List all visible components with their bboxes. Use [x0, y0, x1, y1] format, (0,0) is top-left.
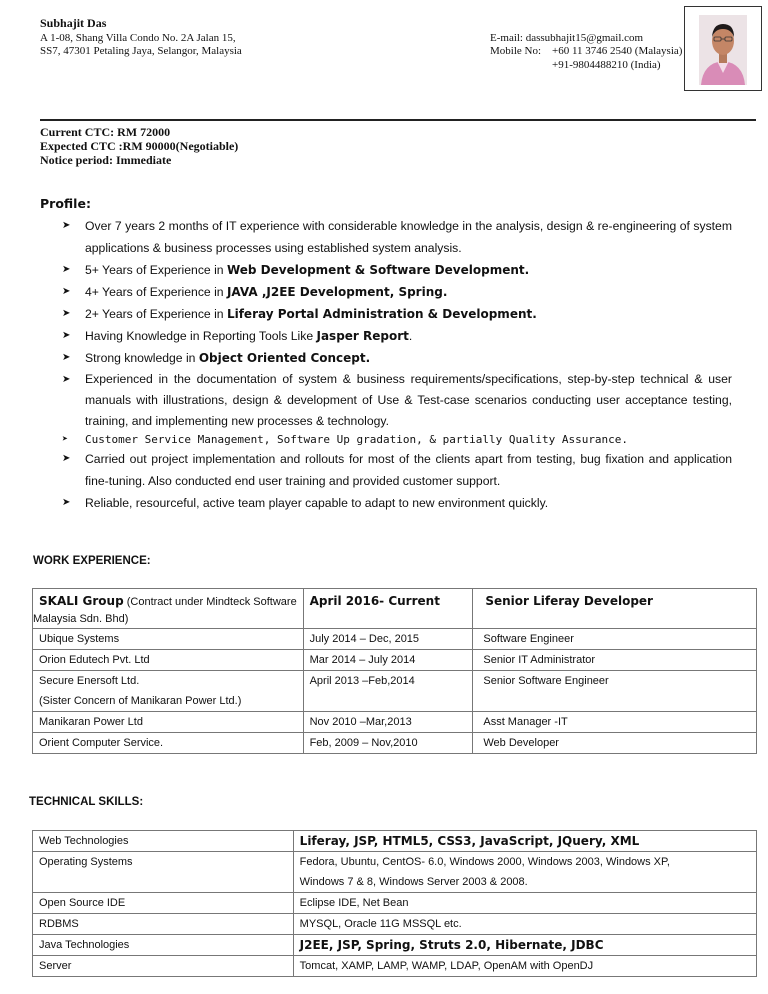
period: Feb, 2009 – Nov,2010	[303, 733, 473, 754]
skill-value: Tomcat, XAMP, LAMP, WAMP, LDAP, OpenAM with OpenDJ	[293, 956, 756, 977]
skill-label: RDBMS	[33, 914, 294, 935]
expected-ctc: Expected CTC :RM 90000(Negotiable)	[40, 139, 239, 153]
profile-text: Strong knowledge in	[85, 351, 199, 365]
list-item	[62, 432, 732, 448]
table-row	[33, 712, 757, 733]
skill-label: Operating Systems	[33, 852, 294, 893]
notice-period: Notice period: Immediate	[40, 153, 172, 167]
profile-list	[62, 215, 732, 514]
company-note: (Sister Concern of Manikaran Power Ltd.)	[39, 695, 242, 707]
arrow-bullet-icon: ➤	[62, 453, 71, 464]
table-row	[33, 650, 757, 671]
work-table	[32, 588, 757, 754]
current-ctc: Current CTC: RM 72000	[40, 125, 171, 139]
company-note: (Contract under Mindteck Software	[123, 596, 297, 608]
table-row	[33, 629, 757, 650]
company-name: Ubique Systems	[33, 629, 304, 650]
arrow-bullet-icon: ➤	[62, 264, 71, 275]
list-item	[62, 303, 732, 325]
profile-text: Reliable, resourceful, active team player capable to adapt to new environment quickly.	[85, 496, 549, 510]
company-name: Orion Edutech Pvt. Ltd	[33, 650, 304, 671]
work-role-cell	[473, 589, 757, 629]
table-row	[33, 733, 757, 754]
profile-text: 2+ Years of Experience in	[85, 307, 227, 321]
period: April 2013 –Feb,2014	[303, 671, 473, 712]
skill-value: MYSQL, Oracle 11G MSSQL etc.	[293, 914, 756, 935]
list-item	[62, 347, 732, 369]
profile-text: Having Knowledge in Reporting Tools Like	[85, 329, 317, 343]
list-item	[62, 448, 732, 492]
list-item	[62, 215, 732, 259]
table-row	[33, 914, 757, 935]
header-divider	[40, 119, 756, 121]
table-row	[33, 671, 757, 712]
photo-frame	[684, 6, 762, 91]
skill-value: Windows 7 & 8, Windows Server 2003 & 2008.	[299, 876, 528, 888]
profile-text: Customer Service Management, Software Up gradation, & partially Quality Assurance.	[85, 433, 629, 446]
period: July 2014 – Dec, 2015	[303, 629, 473, 650]
profile-bold-text: Web Development & Software Development.	[226, 263, 530, 277]
period: Nov 2010 –Mar,2013	[303, 712, 473, 733]
arrow-bullet-icon: ➤	[62, 497, 71, 508]
company-name: Orient Computer Service.	[33, 733, 304, 754]
profile-text: Over 7 years 2 months of IT experience with considerable knowledge in the analysis, design & re-engineering of system applications & business processes using established system analysis.	[85, 219, 732, 255]
skill-value-cell	[293, 852, 756, 893]
profile-heading: Profile:	[40, 196, 91, 211]
table-row	[33, 893, 757, 914]
table-row	[33, 935, 757, 956]
company-note: Malaysia Sdn. Bhd)	[33, 613, 129, 625]
list-item	[62, 492, 732, 514]
mobile-india: +91-9804488210 (India)	[552, 59, 661, 71]
table-row	[33, 852, 757, 893]
profile-text: 5+ Years of Experience in	[85, 263, 227, 277]
skill-value: Eclipse IDE, Net Bean	[293, 893, 756, 914]
arrow-bullet-icon: ➤	[62, 434, 69, 445]
email: E-mail: dassubhajit15@gmail.com	[490, 32, 644, 44]
profile-text: Experienced in the documentation of system & business requirements/specifications, step-by-step technical & user manuals with illustrations, design & development of Use & Test-case scenarios conducting user acceptance testing, training, and implementing new processes & technology.	[85, 372, 732, 428]
role: Web Developer	[473, 733, 757, 754]
address-line-2: SS7, 47301 Petaling Jaya, Selangor, Malaysia	[40, 45, 242, 57]
list-item	[62, 281, 732, 303]
list-item	[62, 369, 732, 432]
company-name: Manikaran Power Ltd	[33, 712, 304, 733]
period: April 2016- Current	[309, 594, 440, 608]
company-name: SKALI Group	[39, 594, 124, 608]
period: Mar 2014 – July 2014	[303, 650, 473, 671]
role: Senior Software Engineer	[473, 671, 757, 712]
profile-photo	[699, 15, 747, 85]
work-heading: WORK EXPERIENCE:	[33, 555, 151, 567]
profile-bold-text: JAVA ,J2EE Development, Spring.	[226, 285, 448, 299]
mobile-malaysia: +60 11 3746 2540 (Malaysia)	[552, 45, 683, 57]
role: Software Engineer	[473, 629, 757, 650]
profile-text: 4+ Years of Experience in	[85, 285, 227, 299]
role: Senior IT Administrator	[473, 650, 757, 671]
table-row	[33, 589, 757, 629]
profile-bold-text: Object Oriented Concept.	[198, 351, 371, 365]
arrow-bullet-icon: ➤	[62, 220, 71, 231]
list-item	[62, 325, 732, 347]
arrow-bullet-icon: ➤	[62, 308, 71, 319]
list-item	[62, 259, 732, 281]
profile-text: .	[408, 329, 413, 343]
arrow-bullet-icon: ➤	[62, 286, 71, 297]
table-row	[33, 956, 757, 977]
skill-label: Open Source IDE	[33, 893, 294, 914]
company-cell	[33, 671, 304, 712]
skill-value: Liferay, JSP, HTML5, CSS3, JavaScript, JQuery, XML	[293, 831, 756, 852]
profile-text: Carried out project implementation and rollouts for most of the clients apart from testing, bug fixation and application fine-tuning. Also conducted end user training and provided customer support.	[85, 452, 732, 488]
arrow-bullet-icon: ➤	[62, 330, 71, 341]
arrow-bullet-icon: ➤	[62, 352, 71, 363]
profile-bold-text: Jasper Report	[316, 329, 409, 343]
work-period-cell	[303, 589, 473, 629]
candidate-name: Subhajit Das	[40, 16, 107, 30]
table-row	[33, 831, 757, 852]
skill-label: Server	[33, 956, 294, 977]
profile-bold-text: Liferay Portal Administration & Development.	[226, 307, 537, 321]
skill-value: Fedora, Ubuntu, CentOS- 6.0, Windows 2000, Windows 2003, Windows XP,	[299, 856, 670, 868]
arrow-bullet-icon: ➤	[62, 374, 71, 385]
role: Senior Liferay Developer	[485, 594, 653, 608]
mobile-label: Mobile No:	[490, 45, 542, 57]
skills-table	[32, 830, 757, 977]
role: Asst Manager -IT	[473, 712, 757, 733]
skill-value: J2EE, JSP, Spring, Struts 2.0, Hibernate, JDBC	[293, 935, 756, 956]
work-company-cell	[33, 589, 304, 629]
address-line-1: A 1-08, Shang Villa Condo No. 2A Jalan 15,	[40, 32, 236, 44]
company-name: Secure Enersoft Ltd.	[39, 675, 140, 687]
skill-label: Web Technologies	[33, 831, 294, 852]
skills-heading: TECHNICAL SKILLS:	[29, 796, 144, 808]
skill-label: Java Technologies	[33, 935, 294, 956]
